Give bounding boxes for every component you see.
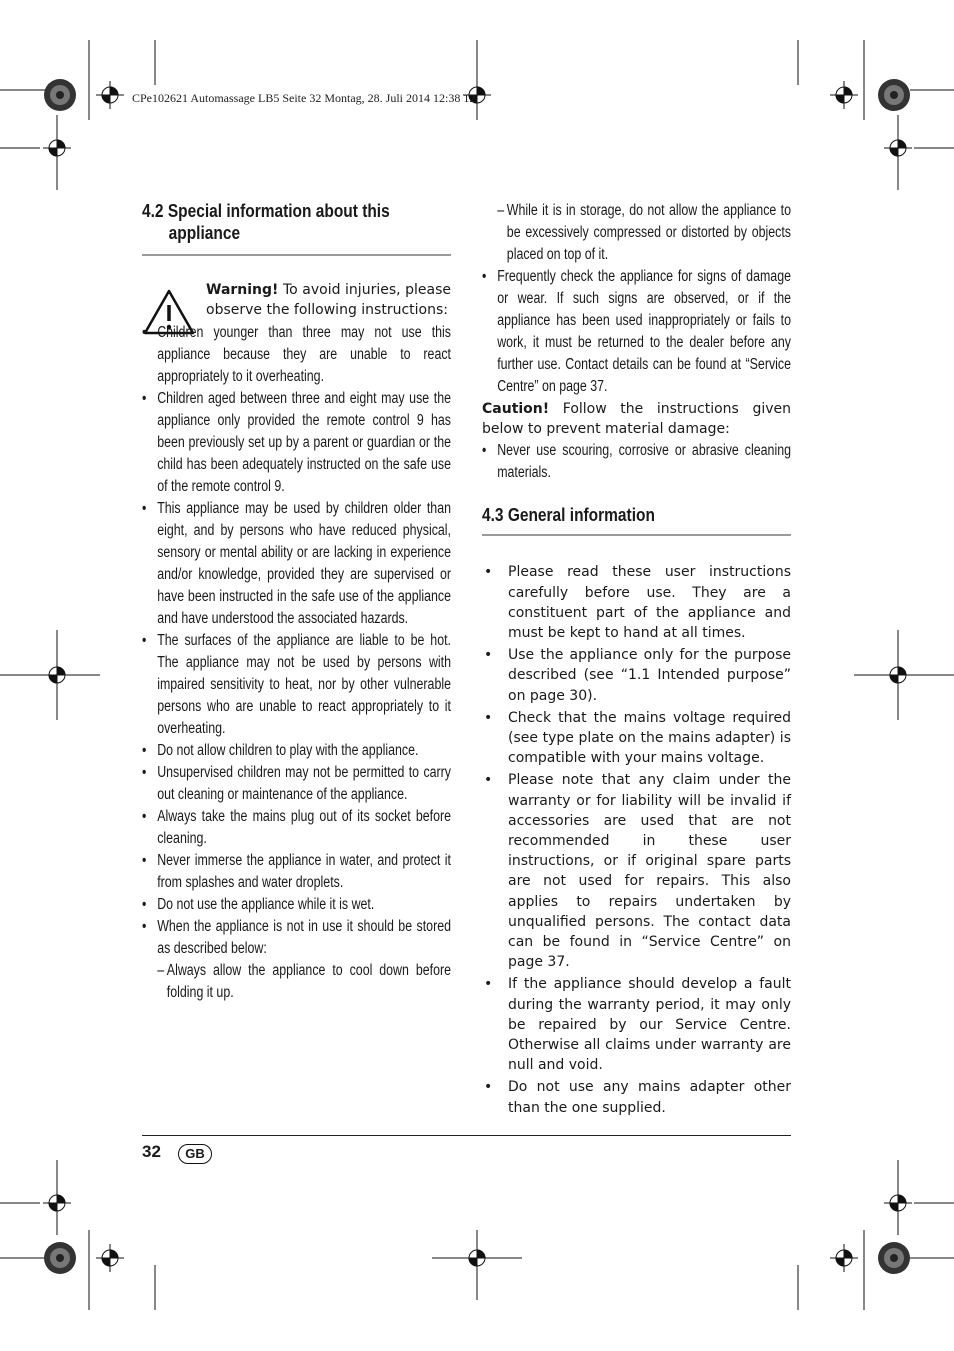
warning-text: To avoid injuries, please observe the following instructions: bbox=[206, 282, 451, 319]
list-item: • Please note that any claim under the warranty or for liability will be invalid if accessories are used that are not recommended in these user instructions, or if original spare parts are not used for repairs. This also applies to repairs undertaken by unqualified persons. The contact data can be found in “Service Centre” on page 37. bbox=[484, 772, 791, 971]
list-item: • Unsupervised children may not be permitted to carry out cleaning or maintenance of the appliance. bbox=[142, 764, 451, 804]
general-info-list bbox=[482, 562, 791, 1117]
country-badge: GB bbox=[178, 1144, 212, 1164]
footer-divider bbox=[142, 1135, 791, 1136]
caution-block bbox=[482, 399, 791, 439]
list-item: • Do not allow children to play with the appliance. bbox=[142, 742, 419, 760]
section-divider bbox=[482, 534, 791, 536]
list-item: • Never immerse the appliance in water, and protect it from splashes and water droplets. bbox=[142, 852, 451, 892]
list-item: • Please read these user instructions carefully before use. They are a constituent part of the appliance and must be kept to hand at all times. bbox=[484, 564, 791, 642]
list-item: • Children younger than three may not use this appliance because they are unable to react appropriately to it overheating. bbox=[142, 324, 451, 386]
sub-list-item: – While it is in storage, do not allow the appliance to be excessively compressed or distorted by objects placed on top of it. bbox=[497, 202, 791, 263]
list-item: • Children aged between three and eight may use the appliance only provided the remote control 9 has been previously set up by a parent or guardian or the child has been adequately instructed on the safe use of the remote control 9. bbox=[142, 390, 451, 496]
storage-list bbox=[482, 200, 791, 398]
list-item: • When the appliance is not in use it should be stored as described below: bbox=[142, 918, 451, 958]
warning-label: Warning! bbox=[206, 282, 279, 298]
left-column bbox=[142, 200, 451, 1004]
list-item: • Do not use the appliance while it is wet. bbox=[142, 896, 375, 914]
warning-block bbox=[142, 280, 451, 320]
section-4-2-title: 4.2 Special information about this appliance bbox=[142, 201, 390, 243]
section-4-3-title: 4.3 General information bbox=[482, 505, 655, 526]
right-column bbox=[482, 200, 791, 1120]
sub-list-item: – Always allow the appliance to cool down before folding it up. bbox=[157, 962, 451, 1002]
list-item: • Check that the mains voltage required (see type plate on the mains adapter) is compatible with your mains voltage. bbox=[484, 709, 791, 767]
print-slug: CPe102621 Automassage LB5 Seite 32 Montag, 28. Juli 2014 12:38 12 bbox=[132, 91, 476, 105]
safety-list bbox=[142, 322, 451, 1004]
list-item: • This appliance may be used by children older than eight, and by persons who have reduced physical, sensory or mental ability or are lacking in experience and/or knowledge, provided they are supervised or have been instructed in the safe use of the appliance and have understood the associated hazards. bbox=[142, 500, 451, 628]
caution-text: Follow the instructions given below to prevent material damage: bbox=[482, 401, 791, 438]
list-item: • Always take the mains plug out of its socket before cleaning. bbox=[142, 808, 451, 848]
list-item: • Do not use any mains adapter other than the one supplied. bbox=[484, 1079, 791, 1116]
page-number: 32 bbox=[142, 1142, 161, 1161]
list-item: • Frequently check the appliance for signs of damage or wear. If such signs are observed, or if the appliance has been used inappropriately or fails to work, it must be returned to the dealer before any further use. Contact details can be found at “Service Centre” on page 37. bbox=[482, 268, 791, 395]
list-item: • The surfaces of the appliance are liable to be hot. The appliance may not be used by persons with impaired sensitivity to heat, nor by other vulnerable persons who are unable to react appropriately to it overheating. bbox=[142, 632, 451, 738]
list-item: • Never use scouring, corrosive or abrasive cleaning materials. bbox=[482, 442, 791, 482]
list-item: • Use the appliance only for the purpose described (see “1.1 Intended purpose” on page 30). bbox=[484, 647, 791, 704]
section-divider bbox=[142, 254, 451, 256]
caution-label: Caution! bbox=[482, 401, 550, 417]
list-item: • If the appliance should develop a fault during the warranty period, it may only be repaired by our Service Centre. Otherwise all claims under warranty are null and void. bbox=[484, 976, 791, 1074]
caution-list bbox=[482, 440, 791, 484]
